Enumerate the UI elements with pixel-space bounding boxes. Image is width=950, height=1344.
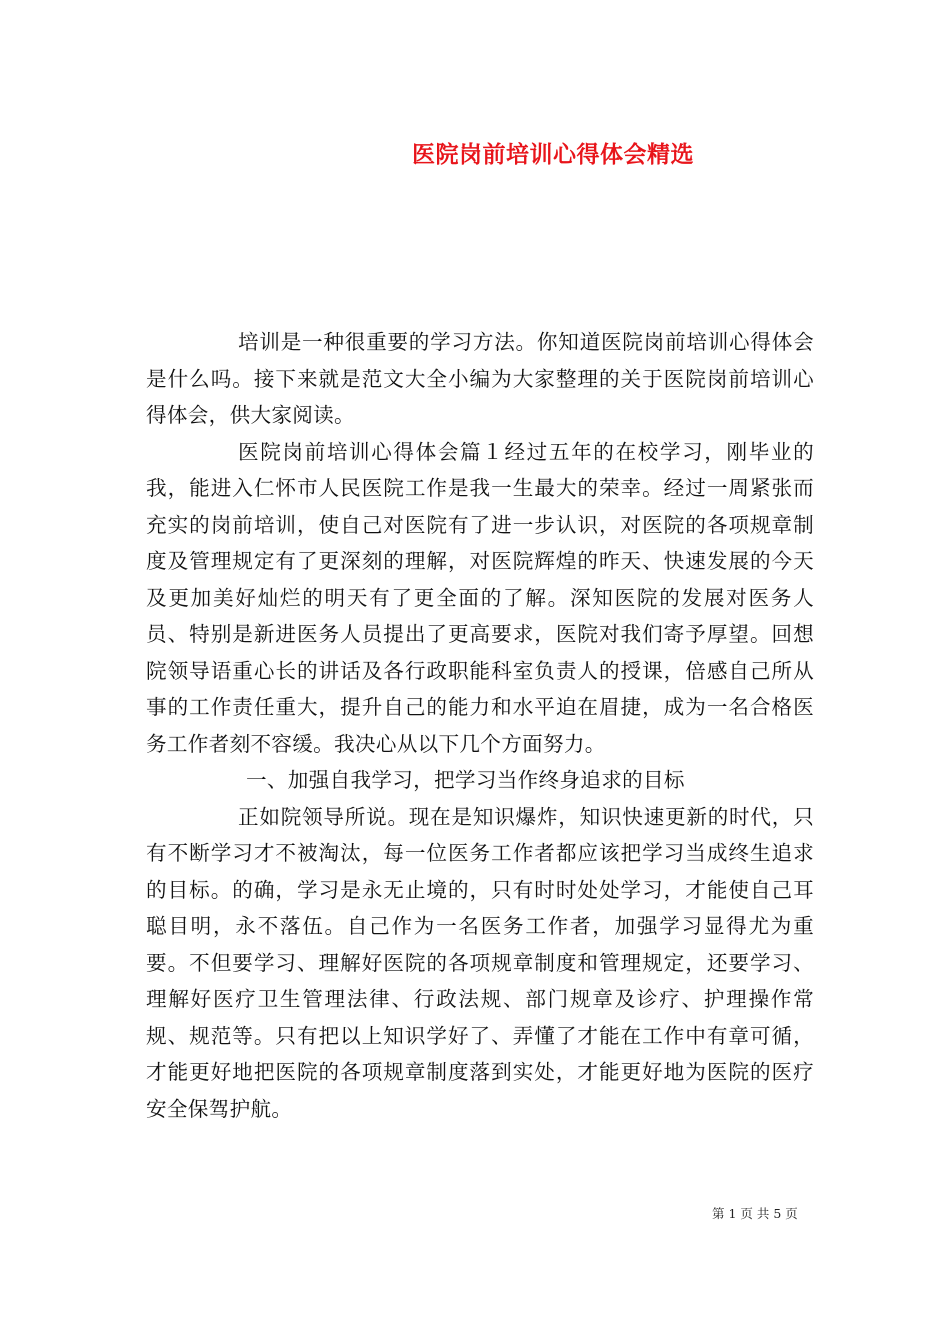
section-heading: 一、加强自我学习，把学习当作终身追求的目标	[246, 768, 685, 792]
section-paragraph: 正如院领导所说。现在是知识爆炸，知识快速更新的时代，只有不断学习才不被淘汰，每一位医务工作者都应该把学习当成终生追求的目标。的确，学习是永无止境的，只有时时处处学习，才能使自己耳聪目明，永不落伍。自己作为一名医务工作者，加强学习显得尤为重要。不但要学习、理解好医院的各项规章制度和管理规定，还要学习、理解好医疗卫生管理法律、行政法规、部门规章及诊疗、护理操作常规、规范等。只有把以上知识学好了、弄懂了才能在工作中有章可循，才能更好地把医院的各项规章制度落到实处，才能更好地为医院的医疗安全保驾护航。	[146, 804, 814, 1121]
document-body	[146, 324, 814, 1127]
intro-paragraph: 培训是一种很重要的学习方法。你知道医院岗前培训心得体会是什么吗。接下来就是范文大全小编为大家整理的关于医院岗前培训心得体会，供大家阅读。	[146, 330, 814, 427]
page-number-footer: 第 1 页 共 5 页	[712, 1206, 798, 1221]
essay-paragraph-1: 医院岗前培训心得体会篇１经过五年的在校学习，刚毕业的我，能进入仁怀市人民医院工作是我一生最大的荣幸。经过一周紧张而充实的岗前培训，使自己对医院有了进一步认识，对医院的各项规章制度及管理规定有了更深刻的理解，对医院辉煌的昨天、快速发展的今天及更加美好灿烂的明天有了更全面的了解。深知医院的发展对医务人员、特别是新进医务人员提出了更高要求，医院对我们寄予厚望。回想院领导语重心长的讲话及各行政职能科室负责人的授课，倍感自己所从事的工作责任重大，提升自己的能力和水平迫在眉捷，成为一名合格医务工作者刻不容缓。我决心从以下几个方面努力。	[146, 439, 814, 756]
document-title: 医院岗前培训心得体会精选	[412, 141, 694, 168]
